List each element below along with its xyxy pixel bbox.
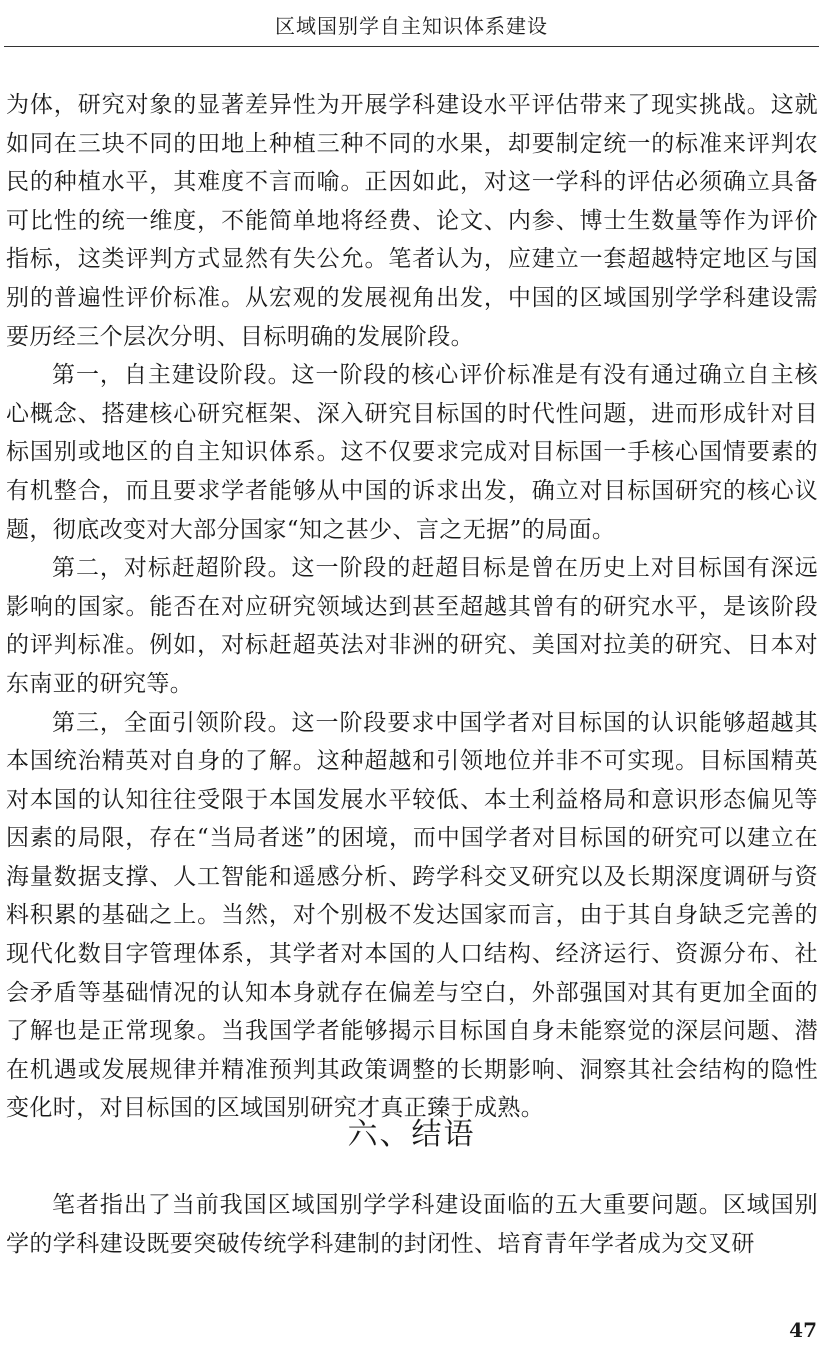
paragraph-continuation: 为体，研究对象的显著差异性为开展学科建设水平评估带来了现实挑战。这就如同在三块不同的田地上种植三种不同的水果，却要制定统一的标准来评判农民的种植水平，其难度不言而喻。正因如此，对这一学科的评估必须确立具备可比性的统一维度，不能简单地将经费、论文、内参、博士生数量等作为评价指标，这类评判方式显然有失公允。笔者认为，应建立一套超越特定地区与国别的普遍性评价标准。从宏观的发展视角出发，中国的区域国别学学科建设需要历经三个层次分明、目标明确的发展阶段。 [6, 92, 818, 350]
paragraph-stage-three: 第三，全面引领阶段。这一阶段要求中国学者对目标国的认识能够超越其本国统治精英对自身的了解。这种超越和引领地位并非不可实现。目标国精英对本国的认知往往受限于本国发展水平较低、本土利益格局和意识形态偏见等因素的局限，存在“当局者迷”的困境，而中国学者对目标国的研究可以建立在海量数据支撑、人工智能和遥感分析、跨学科交叉研究以及长期深度调研与资料积累的基础之上。当然，对个别极不发达国家而言，由于其自身缺乏完善的现代化数目字管理体系，其学者对本国的人口结构、经济运行、资源分布、社会矛盾等基础情况的认知本身就存在偏差与空白，外部强国对其有更加全面的了解也是正常现象。当我国学者能够揭示目标国自身未能察觉的深层问题、潜在机遇或发展规律并精准预判其政策调整的长期影响、洞察其社会结构的隐性变化时，对目标国的区域国别研究才真正臻于成熟。 [6, 709, 818, 1122]
body-text [6, 86, 818, 1128]
header-rule [4, 46, 819, 47]
paragraph-stage-two: 第二，对标赶超阶段。这一阶段的赶超目标是曾在历史上对目标国有深远影响的国家。能否在对应研究领域达到甚至超越其曾有的研究水平，是该阶段的评判标准。例如，对标赶超英法对非洲的研究、美国对拉美的研究、日本对东南亚的研究等。 [6, 555, 818, 697]
paragraph-stage-one: 第一，自主建设阶段。这一阶段的核心评价标准是有没有通过确立自主核心概念、搭建核心研究框架、深入研究目标国的时代性问题，进而形成针对目标国别或地区的自主知识体系。这不仅要求完成对目标国一手核心国情要素的有机整合，而且要求学者能够从中国的诉求出发，确立对目标国研究的核心议题，彻底改变对大部分国家“知之甚少、言之无据”的局面。 [6, 362, 818, 543]
running-header: 区域国别学自主知识体系建设 [275, 14, 548, 38]
paragraph-conclusion: 笔者指出了当前我国区域国别学学科建设面临的五大重要问题。区域国别学的学科建设既要突破传统学科建制的封闭性、培育青年学者成为交叉研 [6, 1192, 818, 1257]
section-heading: 六、结语 [347, 1117, 476, 1152]
conclusion-text [6, 1186, 818, 1263]
page-number: 47 [789, 1318, 817, 1342]
